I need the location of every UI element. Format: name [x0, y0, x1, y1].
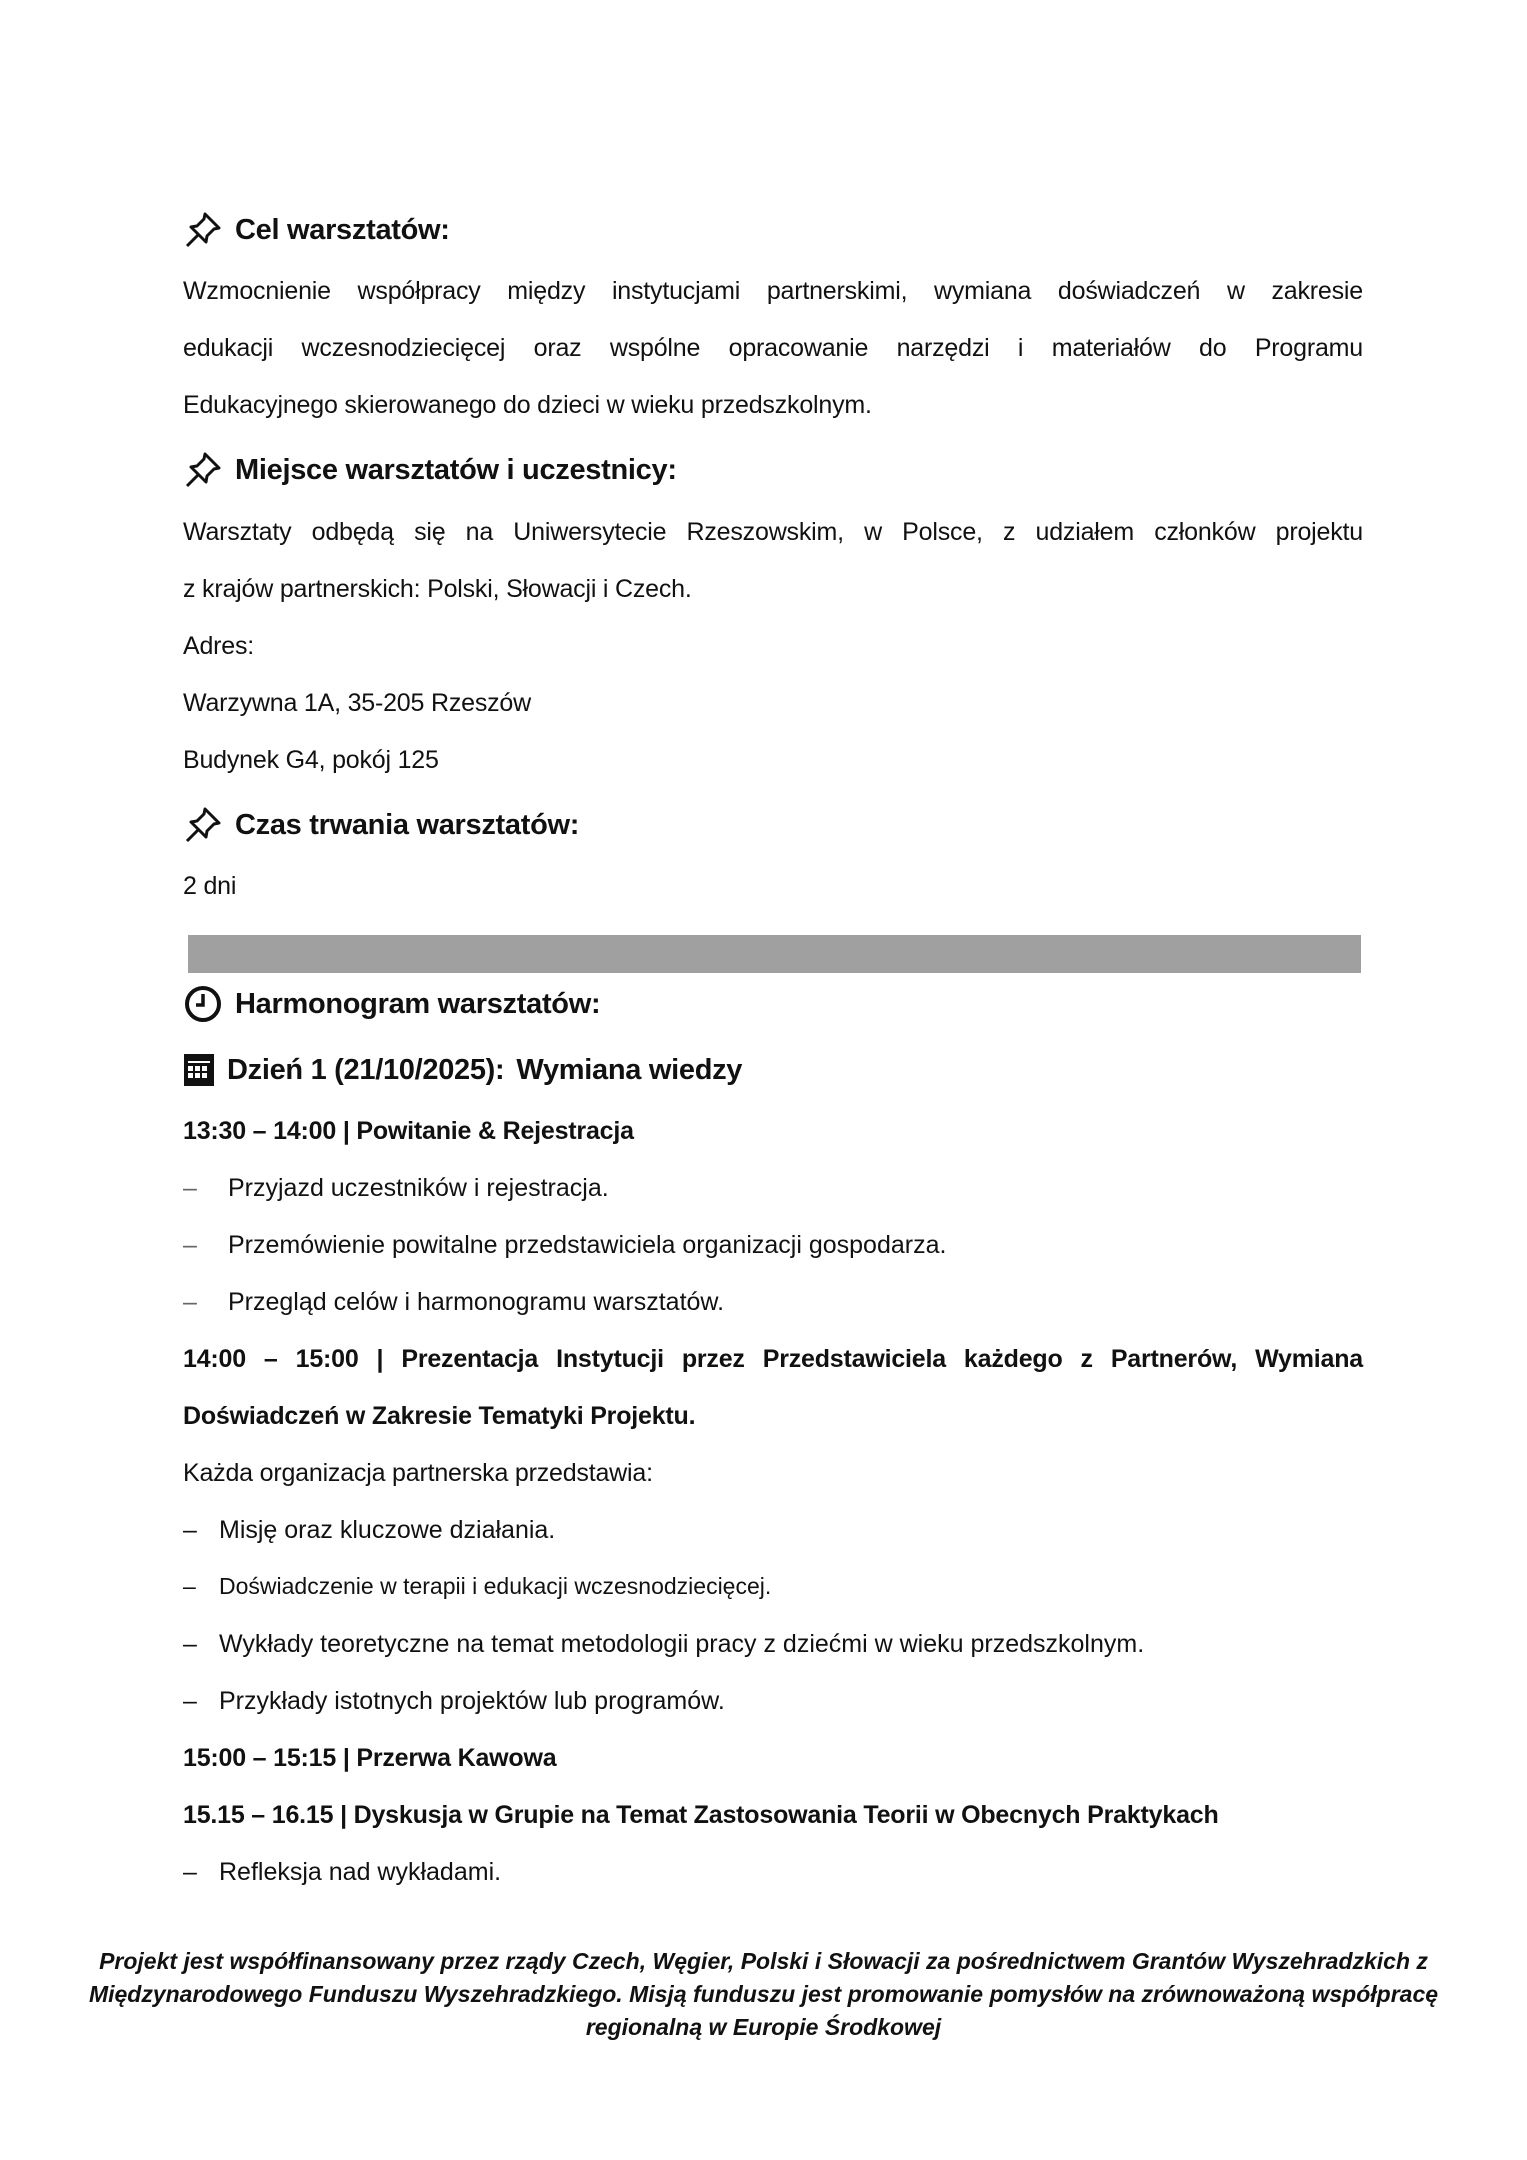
paragraph-line: Wzmocnienie współpracy między instytucjami partnerskimi, wymiana doświadczeń w zakresie	[183, 277, 1363, 305]
heading-text: Cel warsztatów:	[235, 213, 450, 246]
list-item: – Doświadczenie w terapii i edukacji wczesnodziecięcej.	[183, 1573, 772, 1599]
paragraph-line: Edukacyjnego skierowanego do dzieci w wieku przedszkolnym.	[183, 391, 872, 419]
heading-text: Harmonogram warsztatów:	[235, 987, 601, 1020]
section-heading-czas	[183, 805, 579, 845]
section-heading-cel	[183, 210, 450, 250]
pushpin-icon	[183, 450, 223, 490]
list-item: – Przykłady istotnych projektów lub programów.	[183, 1687, 725, 1715]
slot-time: 15.15 – 16.15 | Dyskusja w Grupie na Temat Zastosowania Teorii w Obecnych Praktykach	[183, 1801, 1219, 1829]
paragraph-line: Warsztaty odbędą się na Uniwersytecie Rzeszowskim, w Polsce, z udziałem członków projektu	[183, 518, 1363, 546]
calendar-icon	[183, 1053, 215, 1087]
day-topic: Wymiana wiedzy	[516, 1053, 743, 1086]
list-item: – Misję oraz kluczowe działania.	[183, 1516, 556, 1544]
paragraph-line: edukacji wczesnodziecięcej oraz wspólne opracowanie narzędzi i materiałów do Programu	[183, 334, 1363, 362]
heading-text: Czas trwania warsztatów:	[235, 808, 580, 841]
divider-bar	[188, 935, 1361, 973]
footer-line: regionalną w Europie Środkowej	[585, 2014, 942, 2040]
paragraph-line: z krajów partnerskich: Polski, Słowacji i Czech.	[183, 575, 692, 603]
slot-intro: Każda organizacja partnerska przedstawia:	[183, 1459, 653, 1487]
list-item: – Przemówienie powitalne przedstawiciela organizacji gospodarza.	[183, 1231, 947, 1259]
list-item: – Przyjazd uczestników i rejestracja.	[183, 1174, 609, 1202]
section-heading-harmonogram	[183, 984, 600, 1024]
section-heading-miejsce	[183, 450, 677, 490]
address-label: Adres:	[183, 632, 255, 660]
address-building: Budynek G4, pokój 125	[183, 746, 439, 774]
pushpin-icon	[183, 210, 223, 250]
list-item: – Refleksja nad wykładami.	[183, 1858, 502, 1886]
heading-text: Miejsce warsztatów i uczestnicy:	[235, 453, 677, 486]
list-item: – Przegląd celów i harmonogramu warsztatów.	[183, 1288, 725, 1316]
day-heading	[183, 1053, 742, 1087]
footer-line: Projekt jest współfinansowany przez rządy Czech, Węgier, Polski i Słowacji za pośrednictwem Grantów Wyszehradzkich z	[99, 1948, 1428, 1974]
footer-line: Międzynarodowego Funduszu Wyszehradzkiego. Misją funduszu jest promowanie pomysłów na zrównoważoną współpracę	[88, 1981, 1439, 2007]
slot-time: 13:30 – 14:00 | Powitanie & Rejestracja	[183, 1117, 634, 1145]
slot-time: 15:00 – 15:15 | Przerwa Kawowa	[183, 1744, 557, 1772]
address-street: Warzywna 1A, 35-205 Rzeszów	[183, 689, 531, 717]
slot-time: 14:00 – 15:00 | Prezentacja Instytucji przez Przedstawiciela każdego z Partnerów, Wymiana	[183, 1345, 1363, 1373]
slot-time: Doświadczeń w Zakresie Tematyki Projektu.	[183, 1402, 696, 1430]
clock-icon	[183, 984, 223, 1024]
list-item: – Wykłady teoretyczne na temat metodologii pracy z dziećmi w wieku przedszkolnym.	[183, 1630, 1145, 1658]
day-date: Dzień 1 (21/10/2025):	[227, 1053, 505, 1086]
duration-value: 2 dni	[183, 872, 237, 900]
pushpin-icon	[183, 805, 223, 845]
funding-footer	[40, 1945, 1487, 2044]
